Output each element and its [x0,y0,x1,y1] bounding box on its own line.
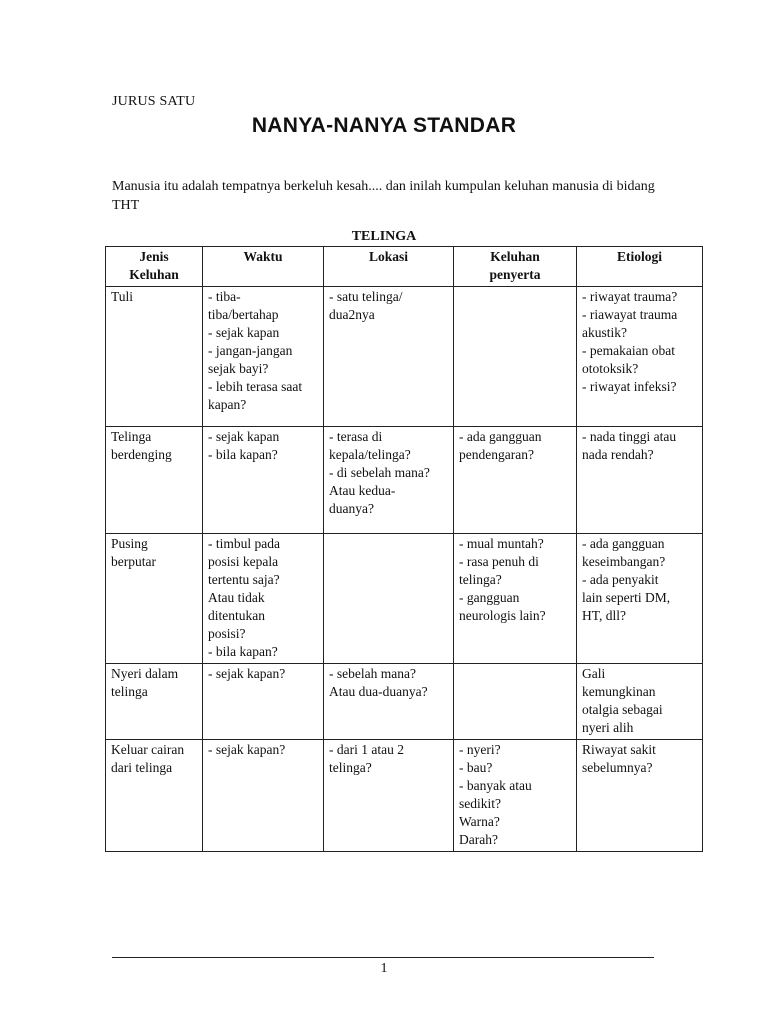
cell-line: - gangguan [459,590,520,605]
column-header-waktu [203,247,324,287]
cell-line: Atau dua-duanya? [329,684,428,699]
cell-line: lain seperti DM, [582,590,671,605]
cell-line: - ada gangguan [582,536,665,551]
column-header-line: Etiologi [616,249,662,264]
cell-lokasi [324,740,454,852]
cell-line: pendengaran? [459,447,534,462]
cell-line: - bila kapan? [208,644,278,659]
cell-line: neurologis lain? [459,608,546,623]
cell-line: ditentukan [208,608,265,623]
cell-line: duanya? [329,501,374,516]
cell-line: otalgia sebagai [582,702,663,717]
cell-line: dari telinga [111,760,173,775]
cell-waktu [203,287,324,427]
cell-lokasi [324,427,454,534]
cell-line: Darah? [459,832,498,847]
cell-jenis-keluhan [106,740,203,852]
table-row [106,287,703,427]
cell-jenis-keluhan [106,664,203,740]
cell-line: - riwayat trauma? [582,289,678,304]
cell-line: - timbul pada [208,536,280,551]
cell-etiologi [577,287,703,427]
cell-line: Riwayat sakit [582,742,656,757]
cell-line: Keluar cairan [111,742,185,757]
cell-line: kepala/telinga? [329,447,411,462]
cell-line: - nada tinggi atau [582,429,677,444]
cell-line: sejak bayi? [208,361,269,376]
table-body [106,287,703,852]
page-number: 1 [380,961,388,976]
cell-line: Gali [582,666,606,681]
column-header-lokasi [324,247,454,287]
column-header-line: Jenis [139,249,169,264]
cell-line: posisi? [208,626,246,641]
cell-line: sebelumnya? [582,760,653,775]
section-kicker: JURUS SATU [112,94,196,109]
cell-line: posisi kepala [208,554,279,569]
complaints-table [105,246,703,852]
cell-line: - sejak kapan [208,429,280,444]
table-row [106,740,703,852]
cell-line: telinga? [329,760,372,775]
cell-line: - satu telinga/ [329,289,403,304]
cell-line: - rasa penuh di [459,554,539,569]
cell-line: Pusing [111,536,148,551]
cell-lokasi [324,287,454,427]
cell-jenis-keluhan [106,534,203,664]
cell-keluhan-penyerta [454,740,577,852]
column-header-line: Keluhan [129,267,179,282]
cell-line: - mual muntah? [459,536,544,551]
cell-line: - ada gangguan [459,429,542,444]
cell-line: berdenging [111,447,172,462]
cell-line: - sebelah mana? [329,666,416,681]
table-row [106,427,703,534]
cell-keluhan-penyerta [454,664,577,740]
cell-waktu [203,664,324,740]
cell-etiologi [577,427,703,534]
table-head [106,247,703,287]
cell-keluhan-penyerta [454,534,577,664]
cell-line: HT, dll? [582,608,626,623]
cell-line: nyeri alih [582,720,634,735]
cell-line: - jangan-jangan [208,343,293,358]
page-title [0,114,768,138]
cell-waktu [203,534,324,664]
cell-line: - banyak atau [459,778,532,793]
cell-line: - terasa di [329,429,383,444]
footer-rule [112,957,654,958]
page-title-text: NANYA-NANYA STANDAR [251,114,517,137]
cell-waktu [203,740,324,852]
cell-line: - lebih terasa saat [208,379,303,394]
cell-keluhan-penyerta [454,287,577,427]
cell-line: telinga [111,684,148,699]
header-row [106,247,703,287]
cell-line: - sejak kapan? [208,742,286,757]
cell-line: - nyeri? [459,742,501,757]
cell-line: - riwayat infeksi? [582,379,677,394]
cell-keluhan-penyerta [454,427,577,534]
cell-line: - bau? [459,760,493,775]
cell-line: Telinga [111,429,152,444]
cell-line: nada rendah? [582,447,654,462]
column-header-line: Waktu [243,249,283,264]
cell-line: kapan? [208,397,247,412]
cell-line: Nyeri dalam [111,666,179,681]
cell-jenis-keluhan [106,427,203,534]
column-header-line: Keluhan [490,249,540,264]
cell-lokasi [324,664,454,740]
column-header-line: Lokasi [368,249,409,264]
column-header-jenis-keluhan [106,247,203,287]
table-row [106,664,703,740]
cell-line: Tuli [111,289,134,304]
cell-line: Warna? [459,814,500,829]
cell-line: - sejak kapan [208,325,280,340]
cell-line: - sejak kapan? [208,666,286,681]
cell-line: berputar [111,554,156,569]
cell-etiologi [577,664,703,740]
cell-line: tertentu saja? [208,572,280,587]
cell-line: - tiba- [208,289,241,304]
intro-paragraph: Manusia itu adalah tempatnya berkeluh kesah.... dan inilah kumpulan keluhan manusia di bidang THT [112,179,655,213]
cell-line: ototoksik? [582,361,639,376]
column-header-keluhan-penyerta [454,247,577,287]
column-header-etiologi [577,247,703,287]
cell-line: Atau tidak [208,590,265,605]
cell-line: - pemakaian obat [582,343,675,358]
cell-line: akustik? [582,325,627,340]
table-row [106,534,703,664]
table-caption: TELINGA [351,229,417,244]
cell-line: - ada penyakit [582,572,659,587]
cell-etiologi [577,534,703,664]
cell-line: - dari 1 atau 2 [329,742,404,757]
cell-line: sedikit? [459,796,501,811]
cell-line: Atau kedua- [329,483,396,498]
cell-line: tiba/bertahap [208,307,279,322]
cell-etiologi [577,740,703,852]
cell-line: - bila kapan? [208,447,278,462]
cell-line: dua2nya [329,307,375,322]
cell-line: - riawayat trauma [582,307,678,322]
cell-line: telinga? [459,572,502,587]
cell-lokasi [324,534,454,664]
cell-waktu [203,427,324,534]
cell-line: - di sebelah mana? [329,465,430,480]
cell-jenis-keluhan [106,287,203,427]
cell-line: keseimbangan? [582,554,666,569]
cell-line: kemungkinan [582,684,656,699]
column-header-line: penyerta [489,267,541,282]
